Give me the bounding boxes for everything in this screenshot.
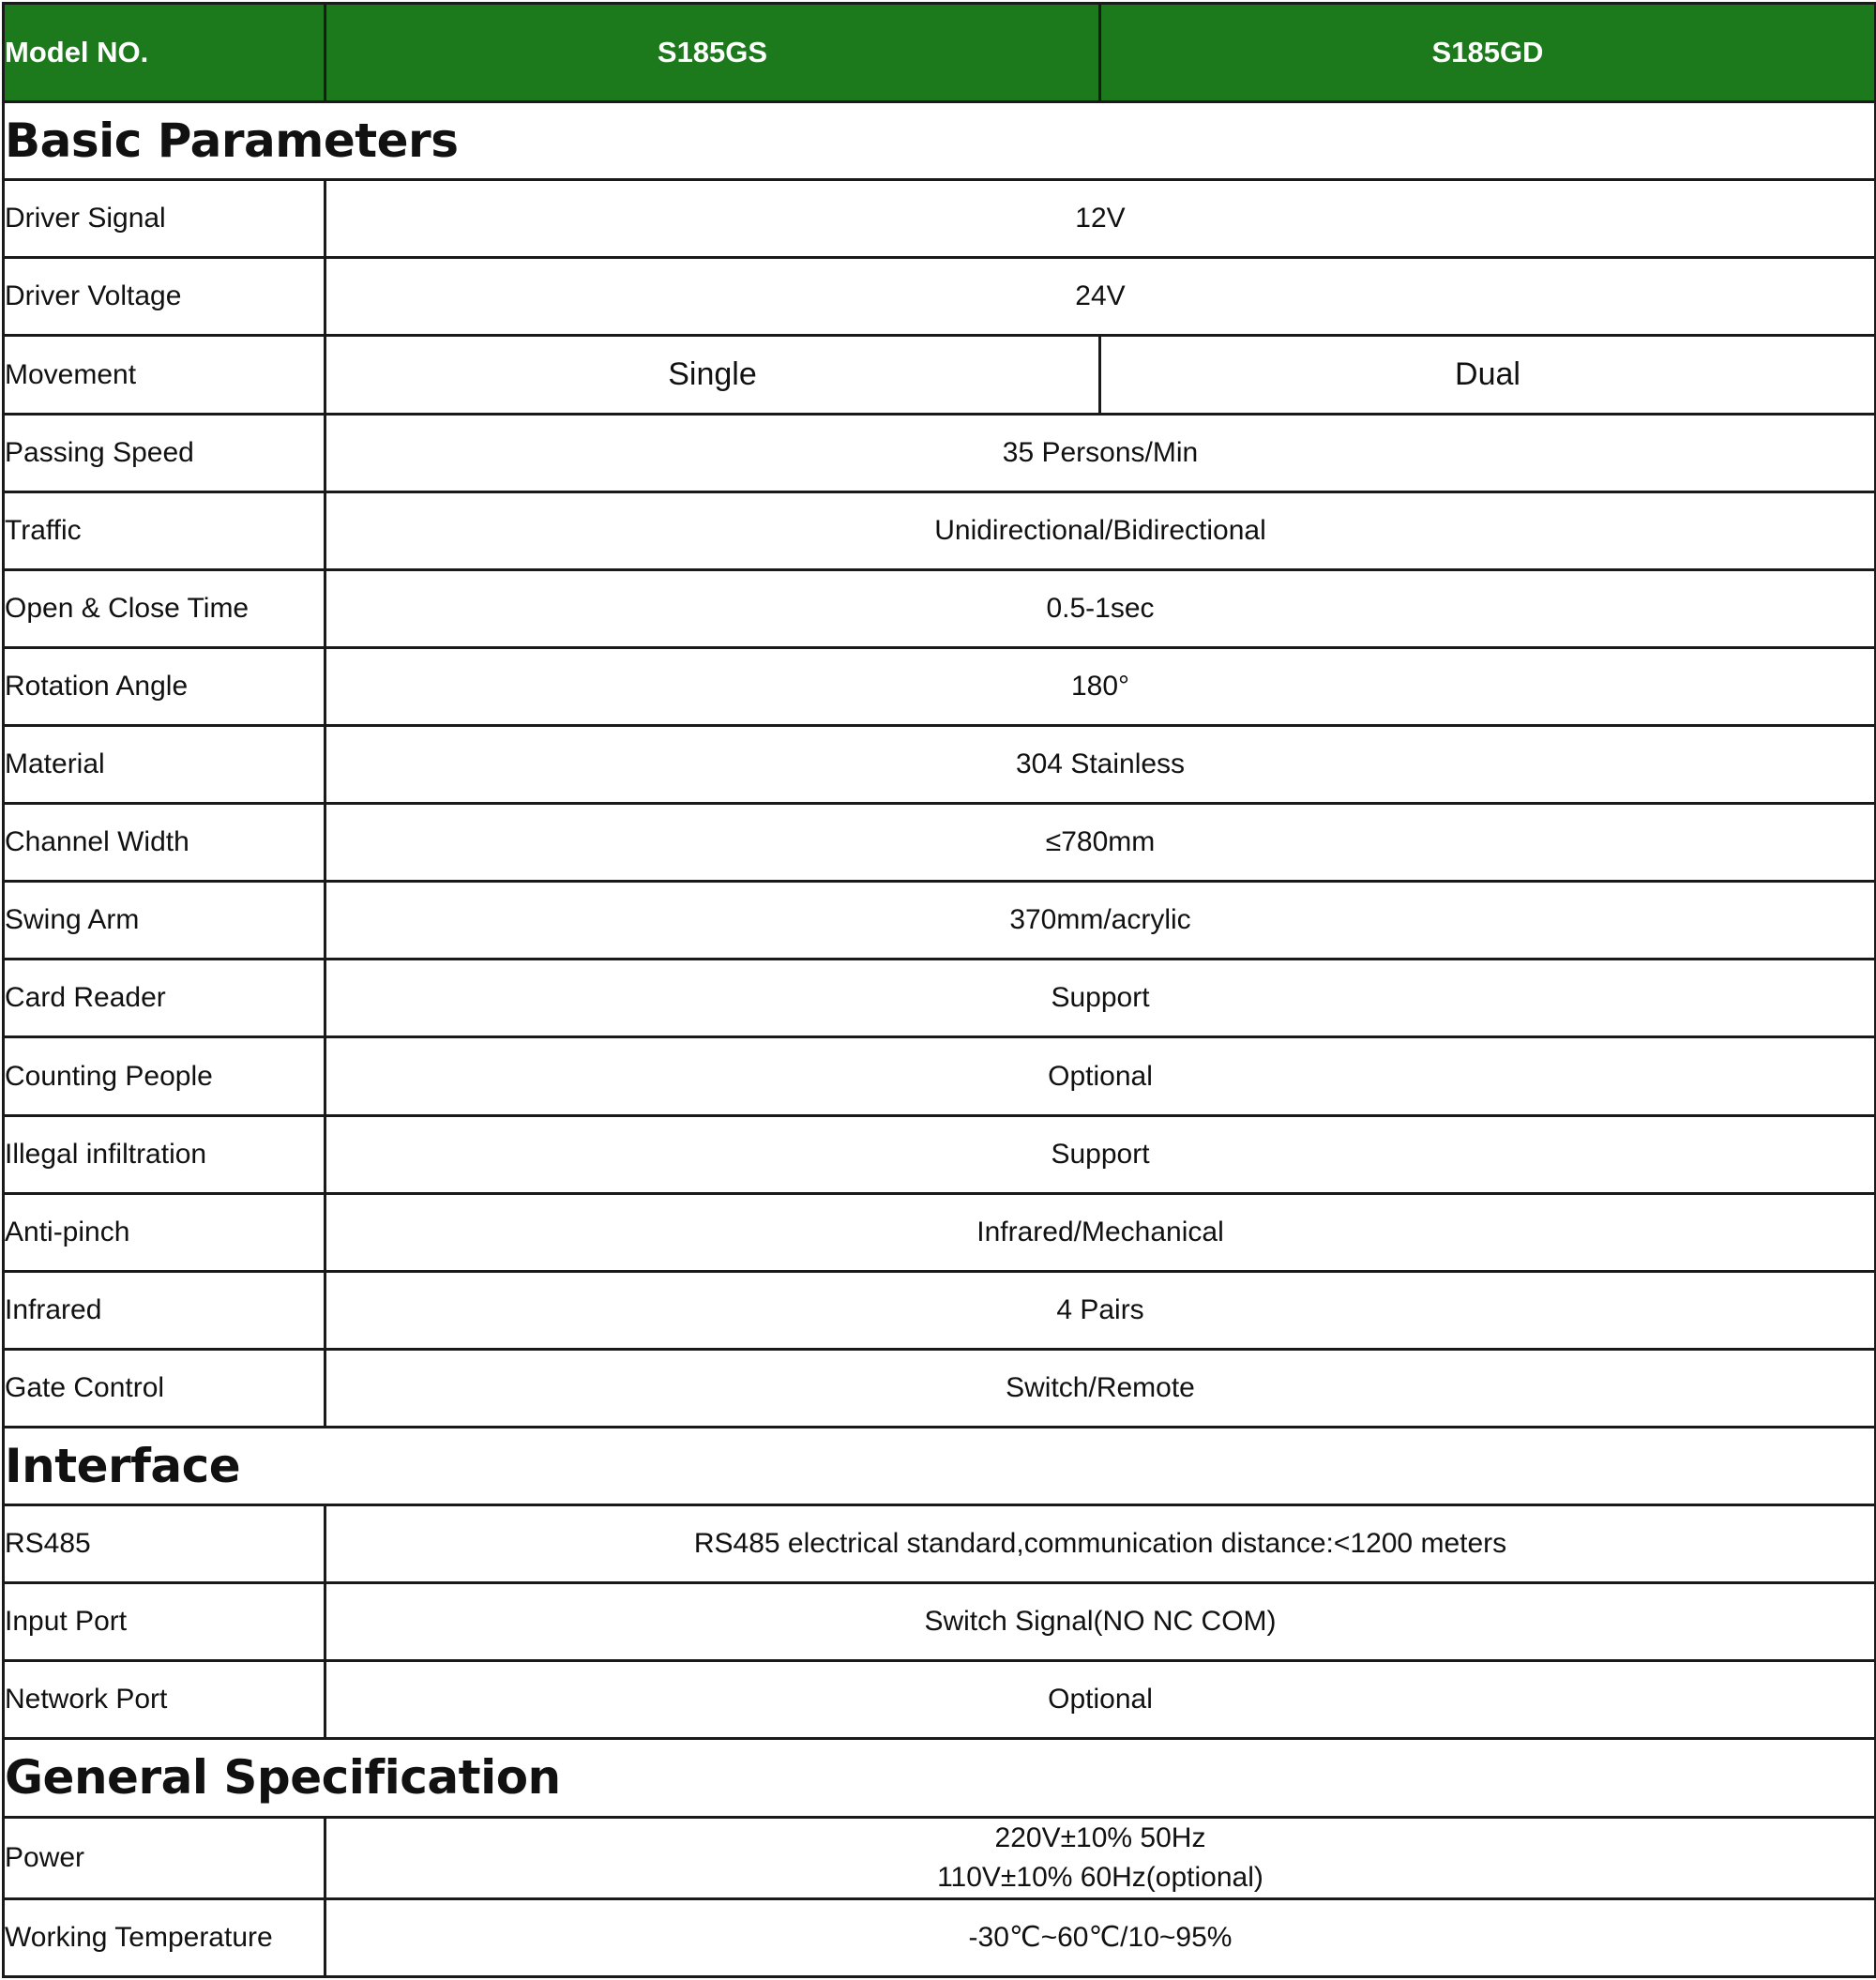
spec-label: Open & Close Time [4,569,325,647]
spec-label: Traffic [4,491,325,569]
spec-row-working-temperature [4,1898,1876,1976]
spec-label: Material [4,726,325,804]
spec-value: Support [325,960,1876,1037]
spec-row-illegal-infiltration [4,1115,1876,1193]
spec-row-rotation-angle [4,647,1876,725]
spec-value: -30℃~60℃/10~95% [325,1898,1876,1976]
spec-value: 24V [325,258,1876,336]
spec-row-power [4,1817,1876,1898]
spec-value: 370mm/acrylic [325,882,1876,960]
section-title: Basic Parameters [4,102,1876,180]
spec-row-swing-arm [4,882,1876,960]
model-s185gd: S185GD [1100,4,1876,102]
spec-label: Infrared [4,1271,325,1349]
spec-value: Infrared/Mechanical [325,1193,1876,1271]
spec-value: 180° [325,647,1876,725]
spec-value: Unidirectional/Bidirectional [325,491,1876,569]
spec-label: Working Temperature [4,1898,325,1976]
model-s185gs: S185GS [325,4,1100,102]
spec-label: Gate Control [4,1349,325,1427]
spec-row-rs485 [4,1505,1876,1583]
spec-label: Driver Voltage [4,258,325,336]
section-interface [4,1428,1876,1505]
spec-label: Input Port [4,1583,325,1661]
spec-row-traffic [4,491,1876,569]
spec-label: Swing Arm [4,882,325,960]
spec-value: 35 Persons/Min [325,414,1876,491]
spec-label: Network Port [4,1661,325,1739]
spec-row-channel-width [4,804,1876,882]
spec-table [2,2,1876,1978]
spec-row-infrared [4,1271,1876,1349]
spec-row-input-port [4,1583,1876,1661]
spec-label: Card Reader [4,960,325,1037]
spec-row-anti-pinch [4,1193,1876,1271]
header-row [4,4,1876,102]
spec-row-driver-voltage [4,258,1876,336]
spec-row-open-close-time [4,569,1876,647]
spec-label: Rotation Angle [4,647,325,725]
spec-value: Dual [1100,336,1876,414]
spec-label: Power [4,1817,325,1898]
spec-value: 4 Pairs [325,1271,1876,1349]
spec-value: Switch Signal(NO NC COM) [325,1583,1876,1661]
spec-value: 0.5-1sec [325,569,1876,647]
spec-label: Movement [4,336,325,414]
spec-value: Optional [325,1661,1876,1739]
spec-label: Driver Signal [4,180,325,258]
spec-value: Optional [325,1037,1876,1115]
section-title: Interface [4,1428,1876,1505]
spec-value-line: 110V±10% 60Hz(optional) [937,1861,1263,1893]
spec-row-material [4,726,1876,804]
spec-value [325,1817,1876,1898]
spec-value: Switch/Remote [325,1349,1876,1427]
spec-value: Support [325,1115,1876,1193]
spec-label: Anti-pinch [4,1193,325,1271]
section-basic-parameters [4,102,1876,180]
spec-value: 12V [325,180,1876,258]
spec-label: RS485 [4,1505,325,1583]
spec-table-body [4,4,1876,1977]
spec-label: Counting People [4,1037,325,1115]
spec-label: Channel Width [4,804,325,882]
spec-row-movement [4,336,1876,414]
spec-value: Single [325,336,1100,414]
section-general-specification [4,1739,1876,1817]
spec-row-network-port [4,1661,1876,1739]
spec-label: Illegal infiltration [4,1115,325,1193]
spec-row-card-reader [4,960,1876,1037]
spec-value-line: 220V±10% 50Hz [994,1821,1206,1853]
spec-row-gate-control [4,1349,1876,1427]
spec-value: 304 Stainless [325,726,1876,804]
section-title: General Specification [4,1739,1876,1817]
spec-row-passing-speed [4,414,1876,491]
spec-row-driver-signal [4,180,1876,258]
header-label: Model NO. [4,4,325,102]
spec-value: RS485 electrical standard,communication distance:<1200 meters [325,1505,1876,1583]
spec-row-counting-people [4,1037,1876,1115]
spec-label: Passing Speed [4,414,325,491]
spec-value: ≤780mm [325,804,1876,882]
